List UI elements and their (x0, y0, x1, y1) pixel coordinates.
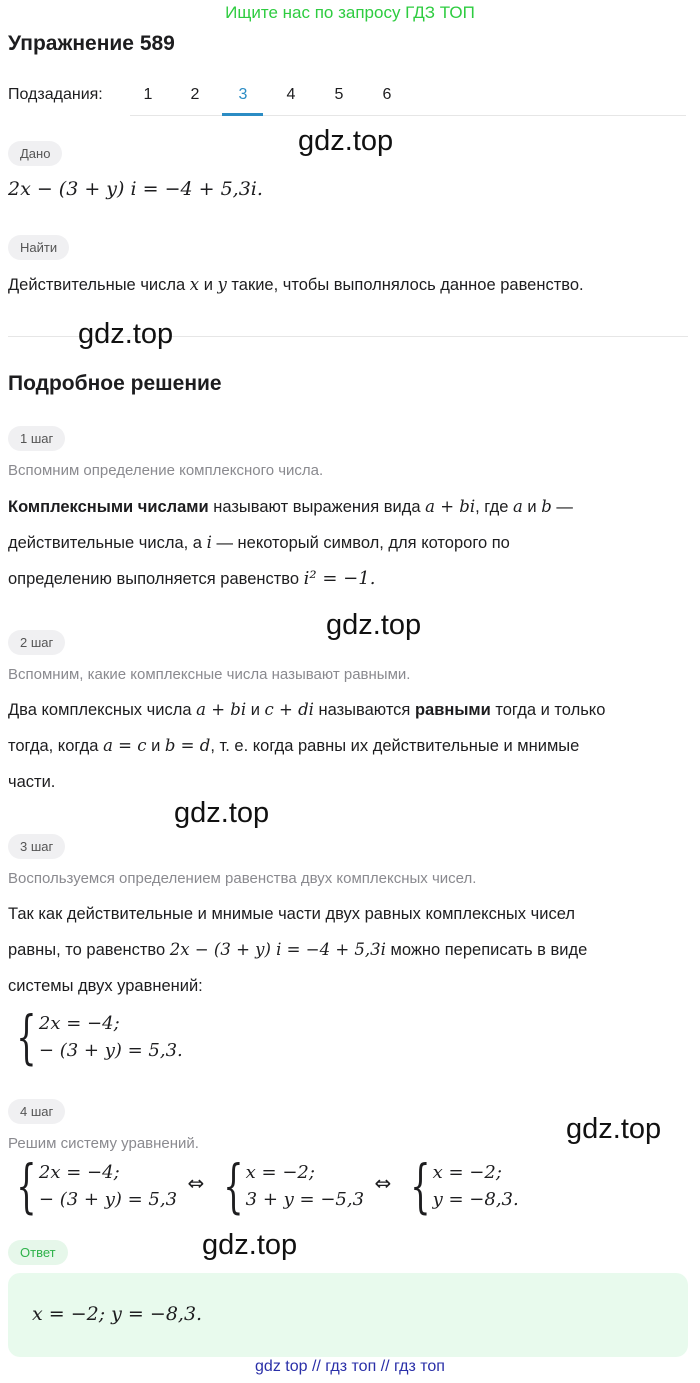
equation-chain (8, 1152, 519, 1220)
step-1-text (8, 489, 688, 597)
system-line: − (3 + y) = 5,3 (38, 1189, 178, 1210)
term-equal: равными (414, 701, 491, 719)
step-3-badge: 3 шаг (8, 834, 65, 859)
text-part: и (527, 498, 537, 516)
math-expr: a = c (103, 736, 147, 755)
answer-badge: Ответ (8, 1240, 68, 1265)
math-expr: a + bi (196, 700, 247, 719)
step-1-hint: Вспомним определение комплексного числа. (8, 462, 324, 479)
step-3-hint: Воспользуемся определением равенства двух комплексных чисел. (8, 870, 477, 887)
step-2-text (8, 692, 688, 800)
math-expr: a + bi (425, 497, 476, 516)
tab-subtask-3[interactable]: 3 (238, 86, 248, 103)
find-text-part: Действительные числа (8, 276, 186, 294)
watermark: gdz.top (174, 797, 270, 829)
step-2-badge: 2 шаг (8, 630, 65, 655)
watermark: gdz.top (202, 1229, 298, 1261)
answer-value: x = −2; y = −8,3. (32, 1303, 203, 1325)
tab-subtask-6[interactable]: 6 (382, 86, 392, 103)
equivalence-icon: ⇔ (374, 1171, 392, 1196)
find-text-part: и (203, 276, 213, 294)
text-part: называются (318, 701, 411, 719)
math-expr: 2x − (3 + y) i = −4 + 5,3i (169, 940, 386, 959)
step-4-hint: Решим систему уравнений. (8, 1135, 199, 1152)
math-expr: c + di (264, 700, 314, 719)
system-line: − (3 + y) = 5,3. (38, 1040, 183, 1061)
math-expr: b = d (164, 736, 211, 755)
promo-banner[interactable]: Ищите нас по запросу ГДЗ ТОП (225, 3, 475, 22)
brace-icon: { (16, 1003, 37, 1071)
step-3-text (8, 896, 688, 1004)
text-part: и (151, 737, 161, 755)
brace-icon: { (16, 1152, 37, 1220)
answer-box (8, 1273, 688, 1357)
step-4-badge: 4 шаг (8, 1099, 65, 1124)
tab-subtask-4[interactable]: 4 (286, 86, 296, 103)
step-2-hint: Вспомним, какие комплексные числа называют равными. (8, 666, 411, 683)
system-line: 3 + y = −5,3 (245, 1189, 365, 1210)
text-part: действительные числа, а (8, 534, 202, 552)
watermark: gdz.top (566, 1113, 662, 1145)
text-part: , т. е. когда равны их действительные и мнимые (210, 737, 580, 755)
text-part: и (250, 701, 260, 719)
math-expr: i² = −1. (303, 568, 376, 589)
brace-icon: { (410, 1152, 431, 1220)
text-part: части. (8, 773, 56, 791)
math-expr: a (512, 497, 523, 516)
text-part: тогда, когда (8, 737, 99, 755)
system-line: 2x = −4; (38, 1013, 120, 1034)
find-badge: Найти (8, 235, 69, 260)
equation-system-1 (8, 1003, 183, 1071)
given-equation: 2x − (3 + y) i = −4 + 5,3i. (8, 178, 263, 200)
find-text (8, 267, 688, 303)
system-line: x = −2; (245, 1162, 315, 1183)
math-expr: b (541, 497, 552, 516)
math-expr: i (206, 533, 212, 552)
watermark: gdz.top (298, 125, 394, 157)
text-part: системы двух уравнений: (8, 977, 203, 995)
given-badge: Дано (8, 141, 62, 166)
text-part: Два комплексных числа (8, 701, 192, 719)
find-text-part: такие, чтобы выполнялось данное равенство. (231, 276, 584, 294)
footer-links[interactable]: gdz top // гдз топ // гдз топ (255, 1358, 445, 1375)
subtasks-label: Подзадания: (8, 86, 103, 103)
text-part: Так как действительные и мнимые части двух равных комплексных чисел (8, 905, 575, 923)
math-y: y (217, 275, 227, 294)
text-part: называют выражения вида (213, 498, 421, 516)
text-part: , где (475, 498, 509, 516)
term-complex-numbers: Комплексными числами (8, 498, 209, 516)
watermark: gdz.top (326, 609, 422, 641)
watermark: gdz.top (78, 318, 174, 350)
equivalence-icon: ⇔ (187, 1171, 205, 1196)
text-part: — (556, 498, 573, 516)
active-tab-indicator (222, 113, 263, 116)
solution-title: Подробное решение (8, 372, 222, 395)
brace-icon: { (223, 1152, 244, 1220)
system-line: y = −8,3. (432, 1189, 519, 1210)
tab-subtask-2[interactable]: 2 (190, 86, 200, 103)
tabs-divider (130, 115, 686, 116)
text-part: определению выполняется равенство (8, 570, 300, 588)
math-x: x (189, 275, 200, 294)
text-part: тогда и только (495, 701, 606, 719)
system-line: x = −2; (432, 1162, 502, 1183)
tab-subtask-1[interactable]: 1 (143, 86, 153, 103)
tab-subtask-5[interactable]: 5 (334, 86, 344, 103)
page-title: Упражнение 589 (8, 32, 175, 55)
text-part: равны, то равенство (8, 941, 166, 959)
text-part: — некоторый символ, для которого по (216, 534, 510, 552)
system-line: 2x = −4; (38, 1162, 120, 1183)
text-part: можно переписать в виде (390, 941, 588, 959)
step-1-badge: 1 шаг (8, 426, 65, 451)
